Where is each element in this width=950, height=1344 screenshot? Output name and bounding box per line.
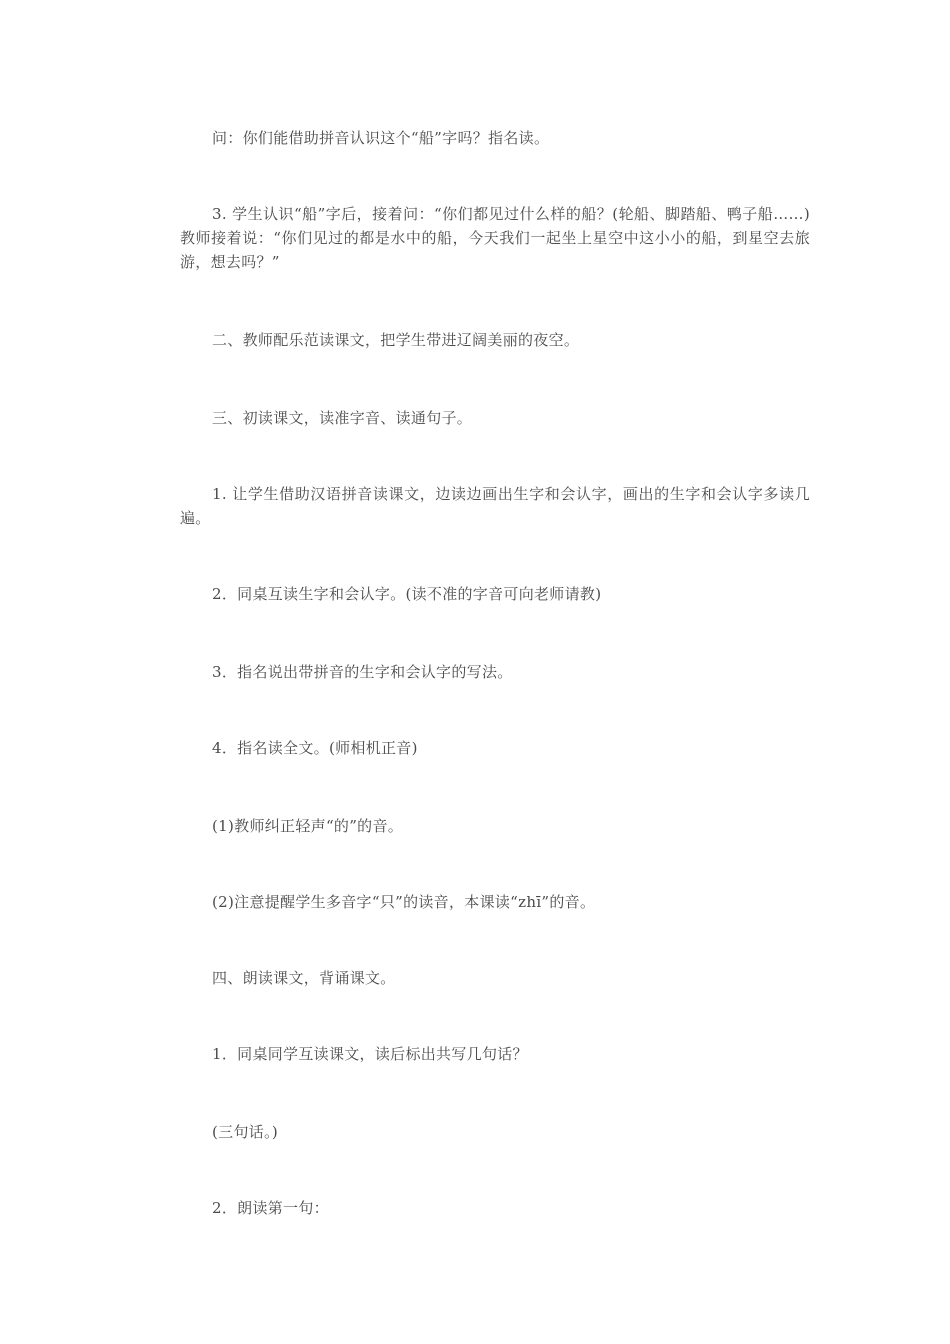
- paragraph-item-1-count-sentences: 1．同桌同学互读课文，读后标出共写几句话？: [212, 1045, 528, 1063]
- paragraph-step-3-boats: 3. 学生认识“船”字后，接着问：“你们都见过什么样的船？(轮船、脚踏船、鸭子船……)教师接着说：“你们见过的都是水中的船，今天我们一起坐上星空中这小小的船，到星空去旅游，想去吗？”: [180, 205, 810, 271]
- paragraph-question-recognize-chuan: 问：你们能借助拼音认识这个“船”字吗？指名读。: [212, 129, 550, 147]
- paragraph-answer-three-sentences: (三句话。): [212, 1123, 279, 1141]
- paragraph-item-2-read-first-sentence: 2．朗读第一句：: [212, 1199, 329, 1217]
- paragraph-section-4-recite: 四、朗读课文，背诵课文。: [212, 969, 396, 987]
- paragraph-item-4-read-full-text: 4．指名读全文。(师相机正音): [212, 739, 418, 757]
- paragraph-item-1-pinyin-reading: 1. 让学生借助汉语拼音读课文，边读边画出生字和会认字，画出的生字和会认字多读几遍。: [180, 485, 810, 527]
- paragraph-sub-2-polyphone: (2)注意提醒学生多音字“只”的读音，本课读“zhī”的音。: [212, 893, 596, 911]
- paragraph-item-3-writing: 3．指名说出带拼音的生字和会认字的写法。: [212, 663, 513, 681]
- paragraph-sub-1-neutral-tone: (1)教师纠正轻声“的”的音。: [212, 817, 404, 835]
- paragraph-item-2-desk-mates: 2．同桌互读生字和会认字。(读不准的字音可向老师请教): [212, 585, 602, 603]
- paragraph-section-3-first-reading: 三、初读课文，读准字音、读通句子。: [212, 409, 473, 427]
- paragraph-section-2-model-reading: 二、教师配乐范读课文，把学生带进辽阔美丽的夜空。: [212, 331, 580, 349]
